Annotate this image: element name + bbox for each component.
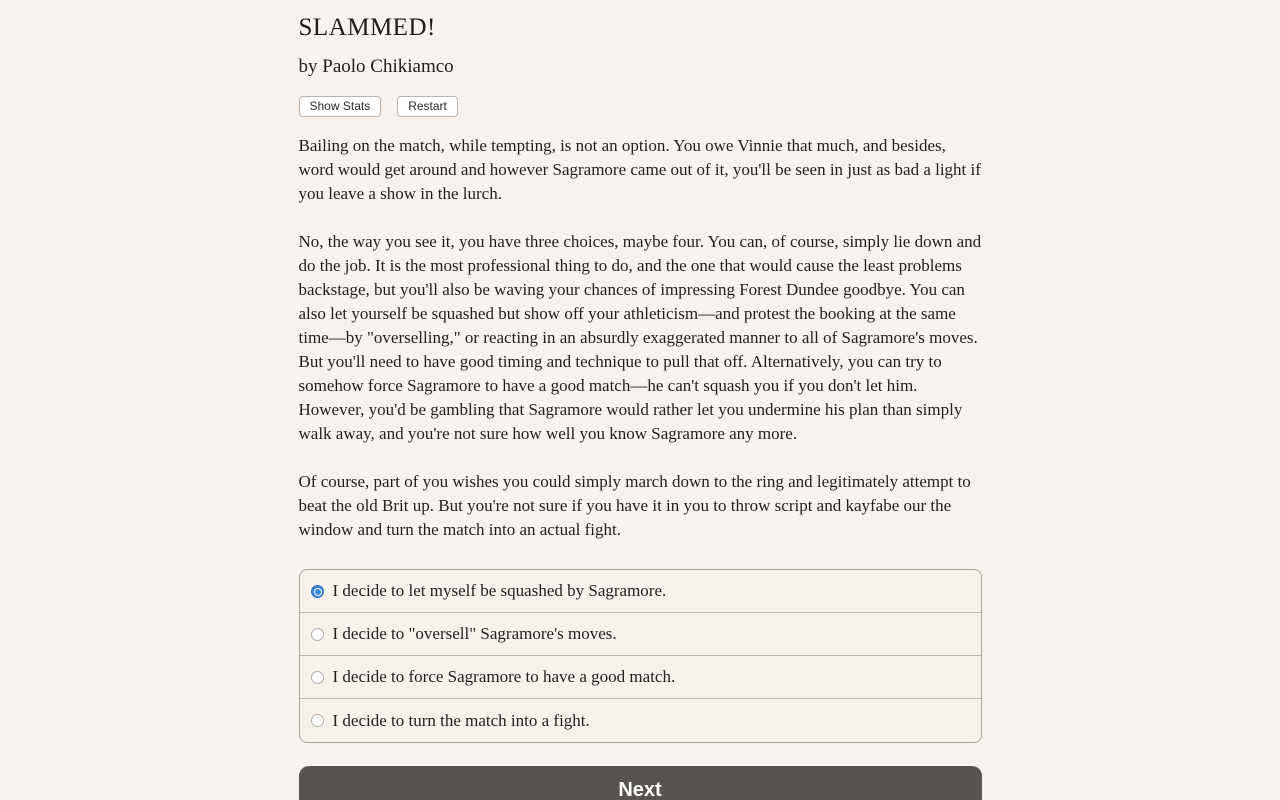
restart-button[interactable]: Restart (397, 96, 458, 117)
choice-label: I decide to force Sagramore to have a good match. (332, 667, 676, 686)
choice-label: I decide to turn the match into a fight. (332, 710, 590, 730)
choice-label: I decide to "oversell" Sagramore's moves. (332, 624, 617, 643)
story-paragraph: Bailing on the match, while tempting, is not an option. You owe Vinnie that much, and besides, word would get around and however Sagramore came out of it, you'll be seen in just as bad a light if you leave a show in the lurch. (298, 136, 981, 203)
choice-option-squashed[interactable] (300, 570, 981, 613)
choice-radio[interactable] (311, 714, 324, 727)
story-page (299, 0, 982, 800)
show-stats-button[interactable]: Show Stats (299, 96, 382, 117)
choice-option-good-match[interactable] (300, 656, 981, 699)
choice-radio[interactable] (311, 585, 324, 598)
page-title: SLAMMED! (298, 14, 436, 41)
choice-option-fight[interactable] (300, 699, 981, 742)
story-text (299, 134, 982, 542)
story-paragraph: Of course, part of you wishes you could simply march down to the ring and legitimately attempt to beat the old Brit up. But you're not sure if you have it in you to throw script and kayfabe our the window and turn the match into an actual fight. (298, 472, 971, 539)
choice-radio[interactable] (311, 628, 324, 641)
author-byline: by Paolo Chikiamco (298, 56, 454, 77)
choice-option-oversell[interactable] (300, 613, 981, 656)
choice-label: I decide to let myself be squashed by Sagramore. (332, 581, 667, 600)
next-button[interactable]: Next (299, 766, 982, 800)
toolbar (299, 96, 982, 117)
story-paragraph: No, the way you see it, you have three choices, maybe four. You can, of course, simply lie down and do the job. It is the most professional thing to do, and the one that would cause the least problems backstage, but you'll also be waving your chances of impressing Forest Dundee goodbye. You can also let yourself be squashed but show off your athleticism—and protest the booking at the same time—by "overselling," or reacting in an absurdly exaggerated manner to all of Sagramore's moves. But you'll need to have good timing and technique to pull that off. Alternatively, you can try to somehow force Sagramore to have a good match—he can't squash you if you don't let him. However, you'd be gambling that Sagramore would rather let you undermine his plan than simply walk away, and you're not sure how well you know Sagramore any more. (298, 232, 982, 443)
choice-list (299, 569, 982, 743)
choice-radio[interactable] (311, 671, 324, 684)
